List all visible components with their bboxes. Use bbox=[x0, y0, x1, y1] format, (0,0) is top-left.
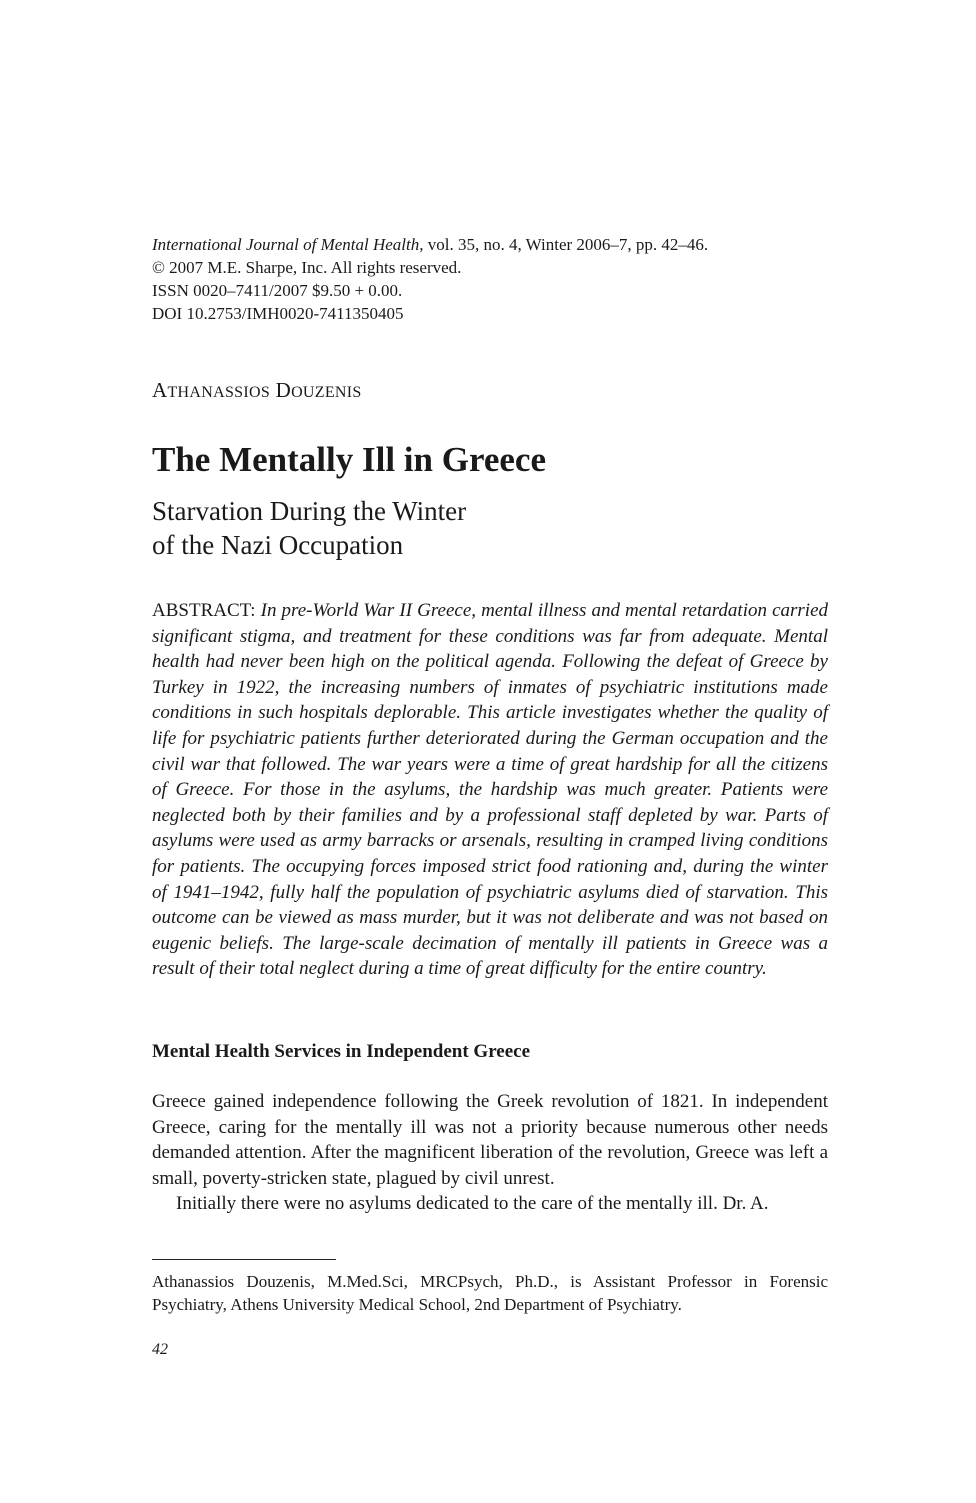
author-name bbox=[152, 378, 828, 403]
subtitle-line-1: Starvation During the Winter bbox=[152, 496, 467, 526]
author-first-initial: A bbox=[152, 378, 168, 402]
abstract bbox=[152, 598, 828, 982]
body-paragraph-2: Initially there were no asylums dedicated to the care of the mentally ill. Dr. A. bbox=[176, 1193, 769, 1214]
citation-journal-line bbox=[152, 233, 828, 256]
copyright-line: © 2007 M.E. Sharpe, Inc. All rights reserved. bbox=[152, 258, 462, 277]
abstract-label: ABSTRACT: bbox=[152, 600, 261, 621]
author-last-initial: D bbox=[275, 378, 292, 402]
issn-line: ISSN 0020–7411/2007 $9.50 + 0.00. bbox=[152, 281, 403, 300]
footnote-rule bbox=[152, 1259, 336, 1260]
section-heading: Mental Health Services in Independent Greece bbox=[152, 1041, 531, 1062]
footnote: Athanassios Douzenis, M.Med.Sci, MRCPsych, Ph.D., is Assistant Professor in Forensic Psychiatry, Athens University Medical School, 2nd Department of Psychiatry. bbox=[152, 1272, 828, 1314]
body-text bbox=[152, 1089, 828, 1217]
abstract-text: In pre-World War II Greece, mental illness and mental retardation carried significant stigma, and treatment for these conditions was far from adequate. Mental health had never been high on the political agenda. Following the defeat of Greece by Turkey in 1922, the increasing numbers of inmates of psychiatric institutions made conditions in such hospitals deplorable. This article investigates whether the quality of life for psychiatric patients further deteriorated during the German occupation and the civil war that followed. The war years were a time of great hardship for all the citizens of Greece. For those in the asylums, the hardship was much greater. Patients were neglected both by their families and by a professional staff depleted by war. Parts of asylums were used as army barracks or arsenals, resulting in cramped living conditions for patients. The occupying forces imposed strict food rationing and, during the winter of 1941–1942, fully half the population of psychiatric asylums died of starvation. This outcome can be viewed as mass murder, but it was not deliberate and was not based on eugenic beliefs. The large-scale decimation of mentally ill patients in Greece was a result of their total neglect during a time of great difficulty for the entire country. bbox=[152, 600, 828, 980]
journal-details: vol. 35, no. 4, Winter 2006–7, pp. 42–46. bbox=[423, 235, 709, 254]
article-title: The Mentally Ill in Greece bbox=[152, 440, 547, 479]
subtitle-line-2: of the Nazi Occupation bbox=[152, 530, 404, 560]
author-last-rest: OUZENIS bbox=[291, 384, 362, 401]
author-first-rest: THANASSIOS bbox=[167, 384, 271, 401]
article-subtitle bbox=[152, 494, 828, 562]
journal-name: International Journal of Mental Health, bbox=[152, 235, 424, 254]
doi-line: DOI 10.2753/IMH0020-7411350405 bbox=[152, 304, 404, 323]
page-number: 42 bbox=[152, 1341, 168, 1358]
citation-block bbox=[152, 233, 828, 325]
body-paragraph-1: Greece gained independence following the Greek revolution of 1821. In independent Greece, caring for the mentally ill was not a priority because numerous other needs demanded attention. After the magnificent liberation of the revolution, Greece was left a small, poverty-stricken state, plagued by civil unrest. bbox=[152, 1091, 828, 1189]
